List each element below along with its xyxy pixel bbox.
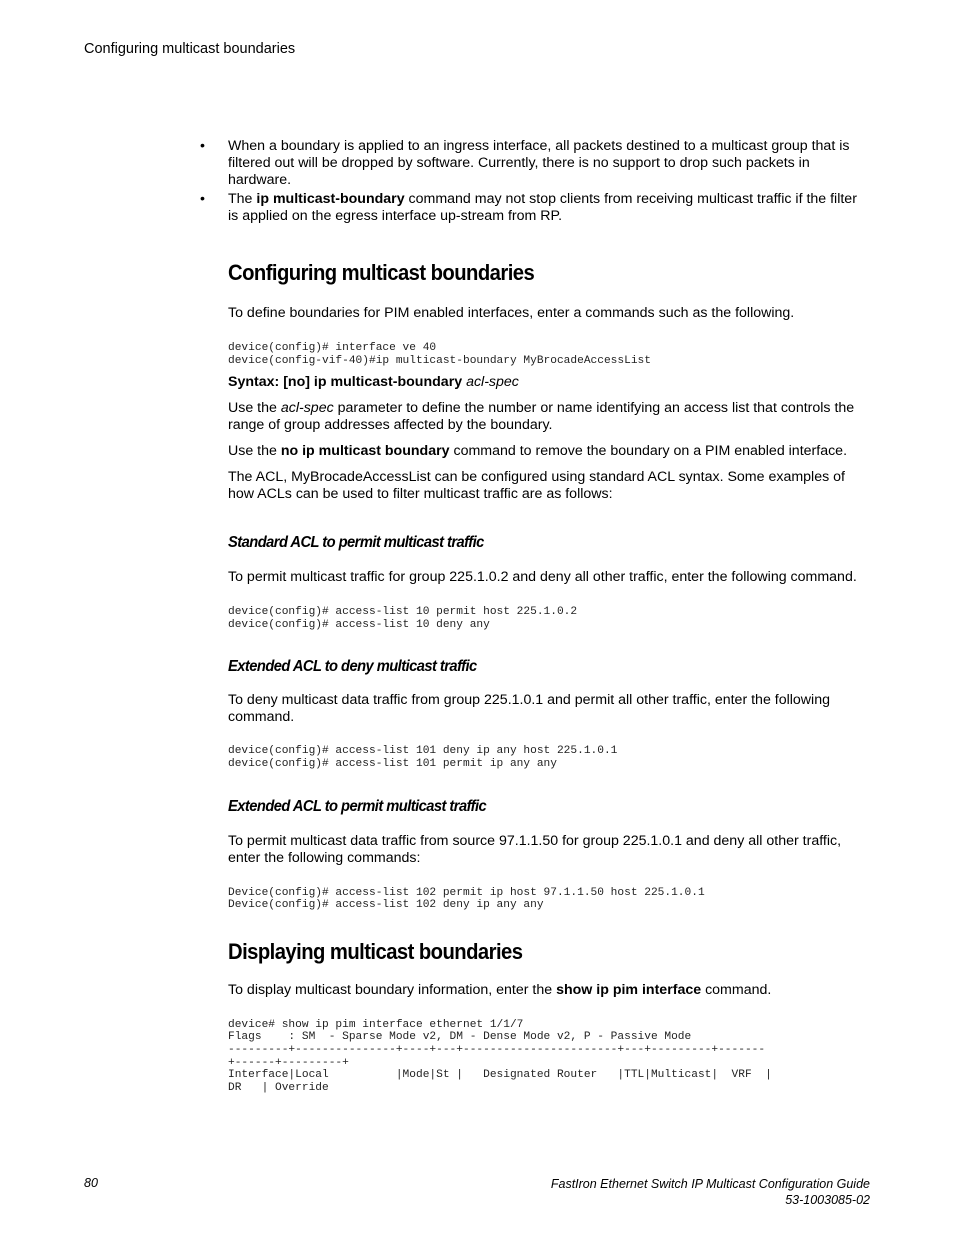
code-block: device(config)# access-list 10 permit host 225.1.0.2 device(config)# access-list 10 deny any: [228, 606, 578, 631]
syntax-line: [228, 374, 868, 391]
command-name: show ip pim interface: [556, 981, 702, 998]
paragraph: [228, 443, 868, 460]
subsection-text: To deny multicast data traffic from group 225.1.0.1 and permit all other traffic, enter the following command.: [228, 692, 830, 726]
code-block: device(config)# interface ve 40 device(config-vif-40)#ip multicast-boundary MyBrocadeAccessList: [228, 342, 651, 367]
command-name: no ip multicast boundary: [280, 443, 450, 460]
bullet-text-post: command may not stop clients from receiving multicast traffic if the filter is applied on the egress interface up-stream from RP.: [228, 191, 857, 224]
paragraph-text: Use the: [228, 400, 281, 417]
subsection-heading: Standard ACL to permit multicast traffic: [228, 534, 484, 552]
bullet-item: [200, 138, 868, 189]
syntax-command: Syntax: [no] ip multicast-boundary: [228, 374, 467, 391]
subsection-heading: Extended ACL to deny multicast traffic: [228, 658, 477, 676]
subsection-heading: Extended ACL to permit multicast traffic: [228, 797, 487, 815]
subsection-text: To permit multicast data traffic from source 97.1.1.50 for group 225.1.0.1 and deny all other traffic, enter the following commands:: [228, 832, 842, 866]
paragraph-text: command to remove the boundary on a PIM enabled interface.: [449, 443, 848, 460]
running-header: Configuring multicast boundaries: [84, 41, 296, 57]
bullet-item: [200, 191, 868, 225]
section-heading: Displaying multicast boundaries: [228, 938, 523, 964]
command-name: ip multicast-boundary: [256, 191, 405, 207]
page-number: 80: [84, 1176, 98, 1190]
paragraph: The ACL, MyBrocadeAccessList can be configured using standard ACL syntax. Some examples of how ACLs can be used to filter multicast traffic are as follows:: [228, 469, 845, 503]
code-block: device(config)# access-list 101 deny ip any host 225.1.0.1 device(config)# access-list 101 permit ip any any: [228, 745, 618, 770]
section-intro: To define boundaries for PIM enabled interfaces, enter a commands such as the following.: [228, 305, 795, 321]
bullet-text: When a boundary is applied to an ingress interface, all packets destined to a multicast group that is filtered out will be dropped by software. Currently, there is no support to drop such packets in hardware.: [228, 138, 850, 188]
code-block: Device(config)# access-list 102 permit ip host 97.1.1.50 host 225.1.0.1 Device(config)# access-list 102 deny ip any any: [228, 886, 705, 912]
intro-bullet-list: [200, 138, 868, 225]
paragraph-text: To display multicast boundary information, enter the: [228, 981, 557, 998]
bullet-marker: •: [200, 191, 205, 207]
subsection-text: To permit multicast traffic for group 225.1.0.2 and deny all other traffic, enter the following command.: [228, 569, 857, 586]
footer-doc-info: [551, 1176, 870, 1208]
doc-number: 53-1003085-02: [785, 1193, 870, 1207]
doc-title: FastIron Ethernet Switch IP Multicast Configuration Guide: [550, 1177, 870, 1191]
bullet-marker: •: [200, 138, 205, 154]
code-block: device# show ip pim interface ethernet 1/1/7 Flags : SM - Sparse Mode v2, DM - Dense Mode v2, P - Passive Mode ---------+---------------+----+---+-----------------------+---+---------+------- +------+---------+ Interface|Local |Mode|St | Designated Router |TTL|Multicast| VRF | DR | Override: [228, 1018, 772, 1094]
syntax-parameter: acl-spec: [466, 374, 519, 391]
page-content: [200, 138, 868, 1094]
section-intro: [228, 982, 868, 999]
paragraph-text: Use the: [228, 443, 281, 460]
paragraph-text: command.: [701, 981, 772, 998]
paragraph: [228, 400, 868, 434]
section-heading: Configuring multicast boundaries: [228, 260, 535, 285]
paragraph-text: parameter to define the number or name identifying an access list that controls the range of group addresses affected by the boundary.: [228, 400, 855, 434]
parameter-name: acl-spec: [280, 400, 334, 417]
bullet-text-pre: The: [228, 191, 257, 207]
